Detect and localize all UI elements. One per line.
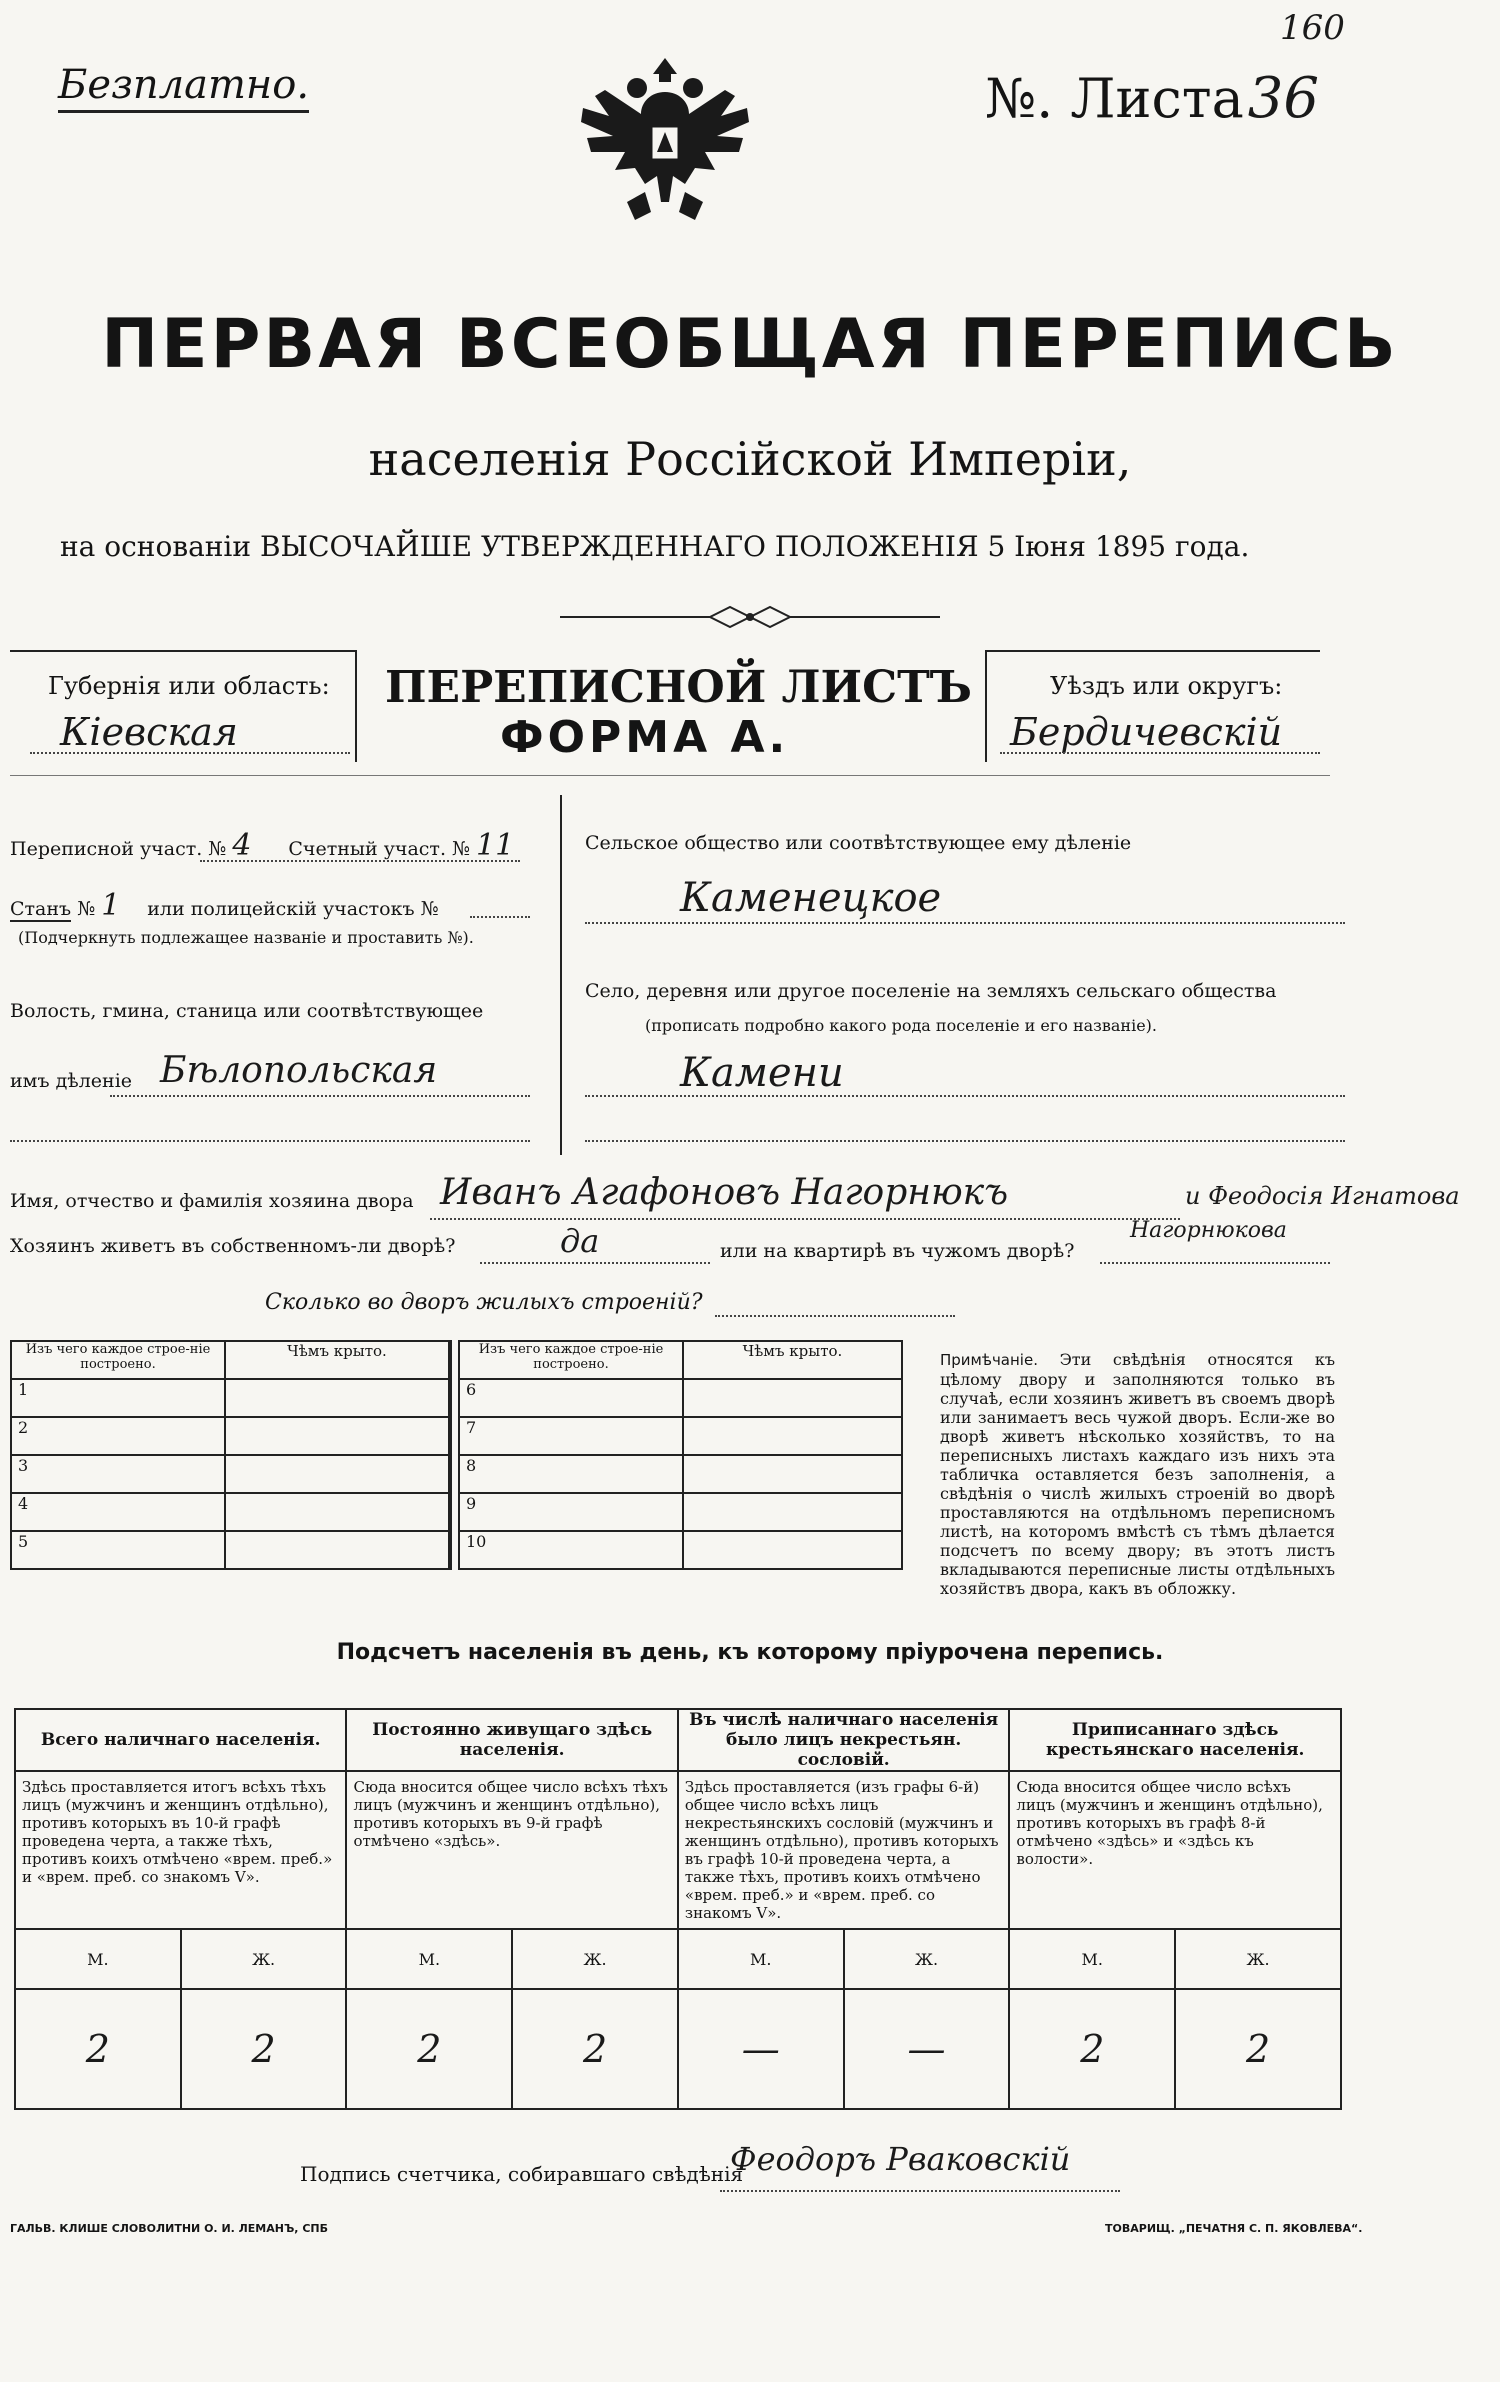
male-count: — [678, 1989, 844, 2109]
census-district-value: 4 [232, 828, 252, 863]
counting-district-value: 11 [476, 828, 515, 863]
column-title: Въ числѣ наличнаго населенія было лицъ некрестьян. сословій. [678, 1709, 1010, 1771]
column-title: Приписаннаго здѣсь крестьянскаго населенія. [1009, 1709, 1341, 1771]
female-count: 2 [1175, 1989, 1341, 2109]
material-header: Изъ чего каждое строе-ніе построено. [459, 1341, 683, 1379]
male-count: 2 [346, 1989, 512, 2109]
remark [940, 1350, 1335, 1598]
signature-value: Феодоръ Рваковскій [730, 2140, 1071, 2178]
sheet-label [985, 66, 1319, 131]
female-count: — [844, 1989, 1010, 2109]
sheet-number: 36 [1247, 66, 1320, 131]
volost-value: Бѣлопольская [160, 1050, 438, 1091]
building-row-number: 8 [459, 1455, 683, 1493]
column-title: Постоянно живущаго здѣсь населенія. [346, 1709, 677, 1771]
double-headed-eagle-icon [565, 52, 765, 232]
population-table [14, 1708, 1342, 2110]
margin-number: 160 [1280, 8, 1345, 48]
column-desc: Сюда вносится общее число всѣхъ тѣхъ лицъ (мужчинъ и женщинъ отдѣльно), противъ которыхъ въ 9-й графѣ отмѣчено «здѣсь». [346, 1771, 677, 1929]
village-label: Село, деревня или другое поселеніе на земляхъ сельскаго общества [585, 980, 1277, 1002]
police-label: или полицейскій участокъ № [147, 898, 439, 920]
female-header: Ж. [1175, 1929, 1341, 1989]
stan-no-label: № [77, 898, 96, 920]
lives-value: да [560, 1222, 600, 1260]
material-header: Изъ чего каждое строе-ніе построено. [11, 1341, 225, 1379]
owner-name-value: Иванъ Агафоновъ Нагорнюкъ [440, 1172, 1009, 1213]
male-header: М. [346, 1929, 512, 1989]
remark-text: Эти свѣдѣнія относятся къ цѣлому двору и заполняются только въ случаѣ, если хозяинъ живетъ въ своемъ дворѣ или занимаетъ весь чужой дворъ. Если-же во дворѣ живетъ нѣсколько хозяйствъ, то на переписныхъ листахъ каждаго изъ нихъ эта табличка оставляется безъ заполненія, а свѣдѣнія о числѣ жилыхъ строеній во дворѣ проставляются на отдѣльномъ переписномъ листѣ, на которомъ вмѣстѣ съ тѣмъ дѣлается подсчетъ по всему двору; въ этотъ листъ вкладываются переписные листы отдѣльныхъ хозяйствъ двора, какъ въ обложку. [940, 1350, 1335, 1598]
building-row-number: 1 [11, 1379, 225, 1417]
volost-label-2: имъ дѣленіе [10, 1070, 133, 1092]
column-desc: Здѣсь проставляется итогъ всѣхъ тѣхъ лицъ (мужчинъ и женщинъ отдѣльно), противъ которыхъ въ 10-й графѣ проведена черта, а также тѣхъ, противъ коихъ отмѣчено «врем. преб.» и «врем. преб. со знакомъ V». [15, 1771, 346, 1929]
column-desc: Сюда вносится общее число всѣхъ лицъ (мужчинъ и женщинъ отдѣльно), противъ которыхъ въ графѣ 8-й отмѣчено «здѣсь» и «здѣсь къ волости». [1009, 1771, 1341, 1929]
uezd-label: Уѣздъ или округъ: [1050, 672, 1283, 700]
village-value: Камени [680, 1050, 844, 1096]
roof-header: Чѣмъ крыто. [683, 1341, 902, 1379]
building-row-number: 10 [459, 1531, 683, 1569]
female-header: Ж. [181, 1929, 347, 1989]
basis-line: на основаніи ВЫСОЧАЙШЕ УТВЕРЖДЕННАГО ПОЛОЖЕНІЯ 5 Іюня 1895 года. [60, 530, 1250, 563]
column-desc: Здѣсь проставляется (изъ графы 6-й) общее число всѣхъ лицъ некрестьянскихъ сословій (мужчинъ и женщинъ отдѣльно), противъ которыхъ въ графѣ 10-й проведена черта, а также тѣхъ, противъ коихъ отмѣчено «врем. преб.» и «врем. преб. со знакомъ V». [678, 1771, 1010, 1929]
signature-label: Подпись счетчика, собиравшаго свѣдѣнія [300, 2162, 744, 2186]
stan-value: 1 [101, 888, 121, 923]
building-row-number: 7 [459, 1417, 683, 1455]
buildings-table-right [458, 1340, 903, 1570]
society-value: Каменецкое [680, 875, 942, 921]
male-count: 2 [15, 1989, 181, 2109]
female-header: Ж. [844, 1929, 1010, 1989]
population-heading: Подсчетъ населенія въ день, къ которому пріурочена перепись. [336, 1640, 1164, 1665]
sheet-label-text: №. Листа [985, 67, 1244, 130]
printer-left: ГАЛЬВ. КЛИШЕ СЛОВОЛИТНИ О. И. ЛЕМАНЪ, СПБ [10, 2222, 328, 2235]
column-title: Всего наличнаго населенія. [15, 1709, 346, 1771]
uezd-value: Бердичевскій [1010, 710, 1283, 754]
buildings-table-left [10, 1340, 450, 1570]
building-row-number: 5 [11, 1531, 225, 1569]
female-header: Ж. [512, 1929, 678, 1989]
female-count: 2 [512, 1989, 678, 2109]
second-owner-surname: Нагорнюкова [1130, 1218, 1287, 1243]
male-header: М. [678, 1929, 844, 1989]
form-title: ПЕРЕПИСНОЙ ЛИСТЪ [385, 662, 972, 713]
gubernia-value: Кіевская [60, 710, 238, 754]
building-row-number: 3 [11, 1455, 225, 1493]
census-district-row [10, 828, 514, 863]
building-row-number: 2 [11, 1417, 225, 1455]
buildings-label: Сколько во дворъ жилыхъ строеній? [265, 1290, 703, 1315]
form-subtitle: ФОРМА А. [500, 712, 790, 763]
printer-right: ТОВАРИЩ. „ПЕЧАТНЯ С. П. ЯКОВЛЕВА“. [1105, 2222, 1363, 2235]
ornament-icon [560, 605, 940, 629]
male-header: М. [15, 1929, 181, 1989]
remark-heading: Примѣчаніе. [940, 1351, 1038, 1369]
counting-district-label: Счетный участ. № [288, 838, 470, 860]
owner-name-label: Имя, отчество и фамилія хозяина двора [10, 1190, 414, 1212]
gubernia-label: Губернія или область: [48, 672, 330, 700]
second-owner: и Феодосія Игнатова [1185, 1182, 1460, 1210]
or-label: или на квартирѣ въ чужомъ дворѣ? [720, 1240, 1075, 1262]
male-header: М. [1009, 1929, 1175, 1989]
building-row-number: 9 [459, 1493, 683, 1531]
census-district-label: Переписной участ. № [10, 838, 227, 860]
building-row-number: 4 [11, 1493, 225, 1531]
stan-row [10, 888, 439, 923]
free-label: Безплатно. [58, 60, 309, 113]
roof-header: Чѣмъ крыто. [225, 1341, 449, 1379]
stan-label: Станъ [10, 898, 72, 920]
male-count: 2 [1009, 1989, 1175, 2109]
building-row-number: 6 [459, 1379, 683, 1417]
village-note: (прописать подробно какого рода поселеніе и его названіе). [645, 1016, 1157, 1035]
stan-note: (Подчеркнуть подлежащее названіе и проставить №). [18, 928, 474, 947]
page-title: ПЕРВАЯ ВСЕОБЩАЯ ПЕРЕПИСЬ [101, 305, 1399, 384]
lives-label: Хозяинъ живетъ въ собственномъ-ли дворѣ? [10, 1235, 456, 1257]
female-count: 2 [181, 1989, 347, 2109]
page-subtitle: населенія Россійской Имперіи, [368, 432, 1132, 486]
volost-label-1: Волость, гмина, станица или соотвѣтствующее [10, 1000, 484, 1022]
society-label: Сельское общество или соотвѣтствующее ему дѣленіе [585, 832, 1132, 854]
